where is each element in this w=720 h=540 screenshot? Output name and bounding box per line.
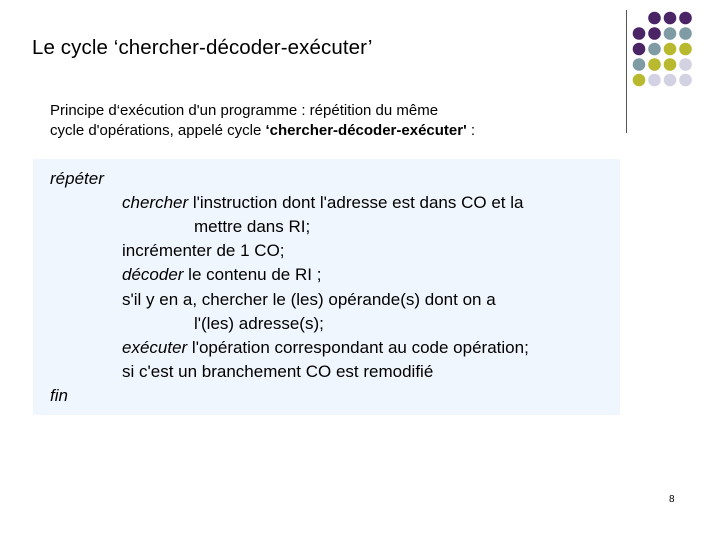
decorative-dot xyxy=(648,58,661,71)
decorative-dot xyxy=(679,12,692,25)
decorative-dot xyxy=(664,58,677,71)
decorative-dot xyxy=(679,58,692,71)
end-keyword: fin xyxy=(50,386,68,405)
slide-title: Le cycle ‘chercher-décoder-exécuter’ xyxy=(32,36,373,59)
page-number: 8 xyxy=(669,494,675,505)
intro-line-2-colon: : xyxy=(466,122,475,139)
increment-line: incrémenter de 1 CO; xyxy=(122,241,285,260)
decorative-dot xyxy=(648,43,661,56)
fetch-text: l'instruction dont l'adresse est dans CO et la xyxy=(188,193,524,212)
decorative-dot xyxy=(633,58,646,71)
decorative-dot xyxy=(664,27,677,40)
operand-line: s'il y en a, chercher le (les) opérande(s) dont on a xyxy=(122,290,496,309)
decorative-dot xyxy=(648,12,661,25)
intro-cycle-name: ‘chercher-décoder-exécuter' xyxy=(265,122,467,139)
decorative-vertical-line xyxy=(626,10,627,133)
decorative-dot xyxy=(679,27,692,40)
decorative-dot xyxy=(664,74,677,87)
repeat-keyword: répéter xyxy=(50,169,104,188)
decorative-dot xyxy=(679,74,692,87)
decode-keyword: décoder xyxy=(122,265,184,284)
fetch-keyword: chercher xyxy=(122,193,189,212)
decorative-dot xyxy=(633,43,646,56)
execute-text: l'opération correspondant au code opération; xyxy=(187,338,529,357)
decorative-dot xyxy=(664,43,677,56)
intro-paragraph xyxy=(50,101,610,141)
intro-line-2-text: cycle d'opérations, appelé cycle xyxy=(50,122,266,139)
execute-keyword: exécuter xyxy=(122,338,188,357)
decorative-dot xyxy=(664,12,677,25)
decode-line xyxy=(122,263,321,287)
decorative-dot xyxy=(679,43,692,56)
decorative-dot xyxy=(633,74,646,87)
decorative-dot xyxy=(648,74,661,87)
intro-line-1: Principe d‘exécution d'un programme : répétition du même xyxy=(50,102,439,119)
intro-line-2 xyxy=(50,121,610,141)
fetch-continuation: mettre dans RI; xyxy=(194,217,311,236)
execute-line xyxy=(122,336,529,360)
decode-text: le contenu de RI ; xyxy=(183,265,322,284)
operand-continuation: l'(les) adresse(s); xyxy=(194,314,324,333)
decorative-dot xyxy=(648,27,661,40)
decorative-dot xyxy=(633,27,646,40)
branch-line: si c'est un branchement CO est remodifié xyxy=(122,362,434,381)
fetch-line xyxy=(122,191,523,215)
